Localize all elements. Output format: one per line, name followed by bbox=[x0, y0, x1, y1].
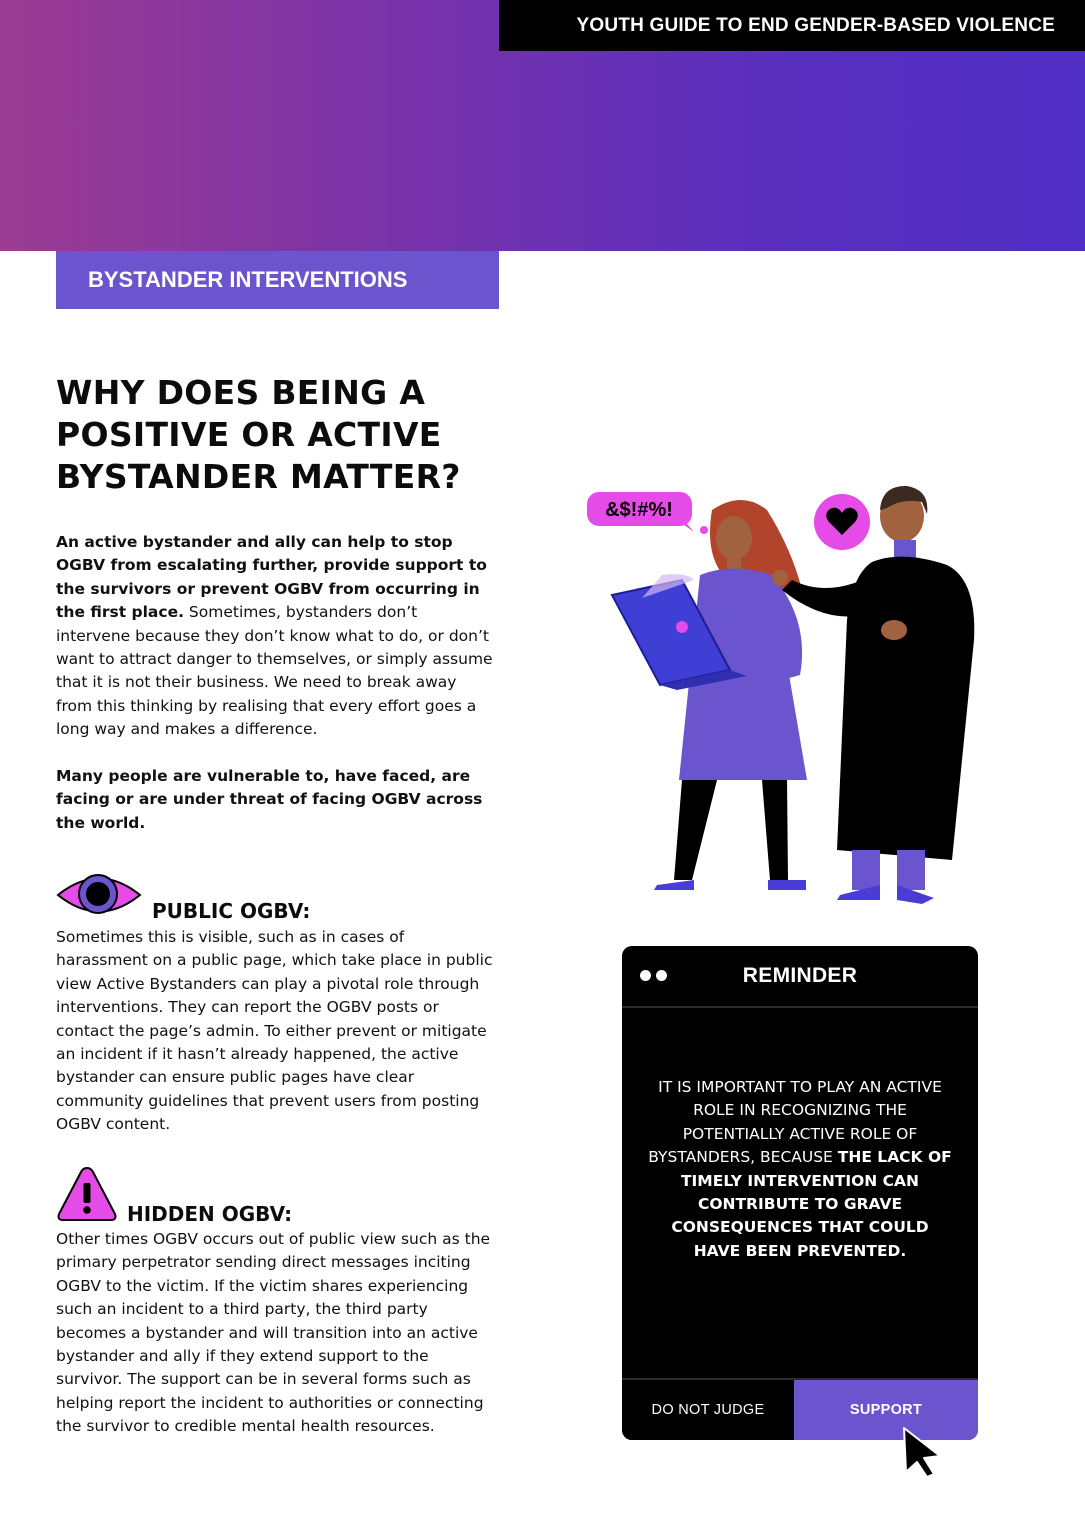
speech-bubble-text: &$!#%! bbox=[605, 499, 673, 521]
section-label: BYSTANDER INTERVENTIONS bbox=[56, 251, 499, 309]
intro-paragraph bbox=[56, 531, 496, 742]
man-figure bbox=[772, 486, 974, 904]
bystander-illustration bbox=[582, 480, 982, 908]
reminder-title: REMINDER bbox=[742, 964, 858, 987]
intro-rest: Sometimes, bystanders don’t intervene because they don’t know what to do, or don’t want to attract danger to themselves, or simply assume that it is not their business. We need to break away from this thinking by realising that every effort goes a long way and makes a difference. bbox=[56, 603, 493, 739]
window-dot-icon bbox=[640, 970, 651, 981]
pointer-cursor-icon bbox=[900, 1426, 944, 1478]
page-title: WHY DOES BEING A POSITIVE OR ACTIVE BYSTANDER MATTER? bbox=[56, 373, 461, 496]
reminder-body-bold: THE LACK OF TIMELY INTERVENTION CAN CONTRIBUTE TO GRAVE CONSEQUENCES THAT COULD HAVE BEEN PREVENTED. bbox=[671, 1148, 952, 1260]
reminder-header bbox=[622, 946, 978, 1008]
speech-bubble bbox=[587, 492, 694, 532]
support-button[interactable]: SUPPORT bbox=[794, 1380, 978, 1440]
reminder-body bbox=[648, 1076, 952, 1263]
vulnerable-paragraph: Many people are vulnerable to, have faced, are facing or are under threat of facing OGBV across the world. bbox=[56, 767, 483, 832]
warning-icon bbox=[56, 1165, 118, 1223]
intro-bold: An active bystander and ally can help to stop OGBV from escalating further, provide support to the survivors or prevent OGBV from occurring in the first place. bbox=[56, 533, 487, 622]
guide-title: YOUTH GUIDE TO END GENDER-BASED VIOLENCE bbox=[499, 0, 1085, 51]
public-ogbv-heading: PUBLIC OGBV: bbox=[152, 899, 311, 923]
window-dot-icon bbox=[656, 970, 667, 981]
reminder-body-regular: IT IS IMPORTANT TO PLAY AN ACTIVE ROLE IN RECOGNIZING THE POTENTIALLY ACTIVE ROLE OF BYSTANDERS, BECAUSE bbox=[648, 1078, 942, 1167]
hidden-ogbv-body: Other times OGBV occurs out of public view such as the primary perpetrator sending direct messages inciting OGBV to the victim. If the victim shares experiencing such an incident to a third party, the third party becomes a bystander and will transition into an active bystander and ally if they extend support to the survivor. The support can be in several forms such as helping report the incident to authorities or connecting the survivor to credible mental health resources. bbox=[56, 1230, 491, 1436]
eye-icon bbox=[56, 870, 142, 920]
reminder-card bbox=[622, 946, 978, 1440]
do-not-judge-button[interactable]: DO NOT JUDGE bbox=[622, 1380, 794, 1440]
heart-bubble bbox=[814, 494, 870, 550]
hidden-ogbv-heading: HIDDEN OGBV: bbox=[127, 1202, 293, 1226]
window-dots bbox=[640, 970, 667, 981]
public-ogbv-body: Sometimes this is visible, such as in cases of harassment on a public page, which take place in public view Active Bystanders can play a pivotal role through interventions. They can report the OGBV posts or contact the page’s admin. To either prevent or mitigate an incident if it hasn’t already happened, the active bystander can ensure public pages have clear community guidelines that prevent users from posting OGBV content. bbox=[56, 928, 493, 1134]
woman-figure bbox=[612, 500, 807, 890]
